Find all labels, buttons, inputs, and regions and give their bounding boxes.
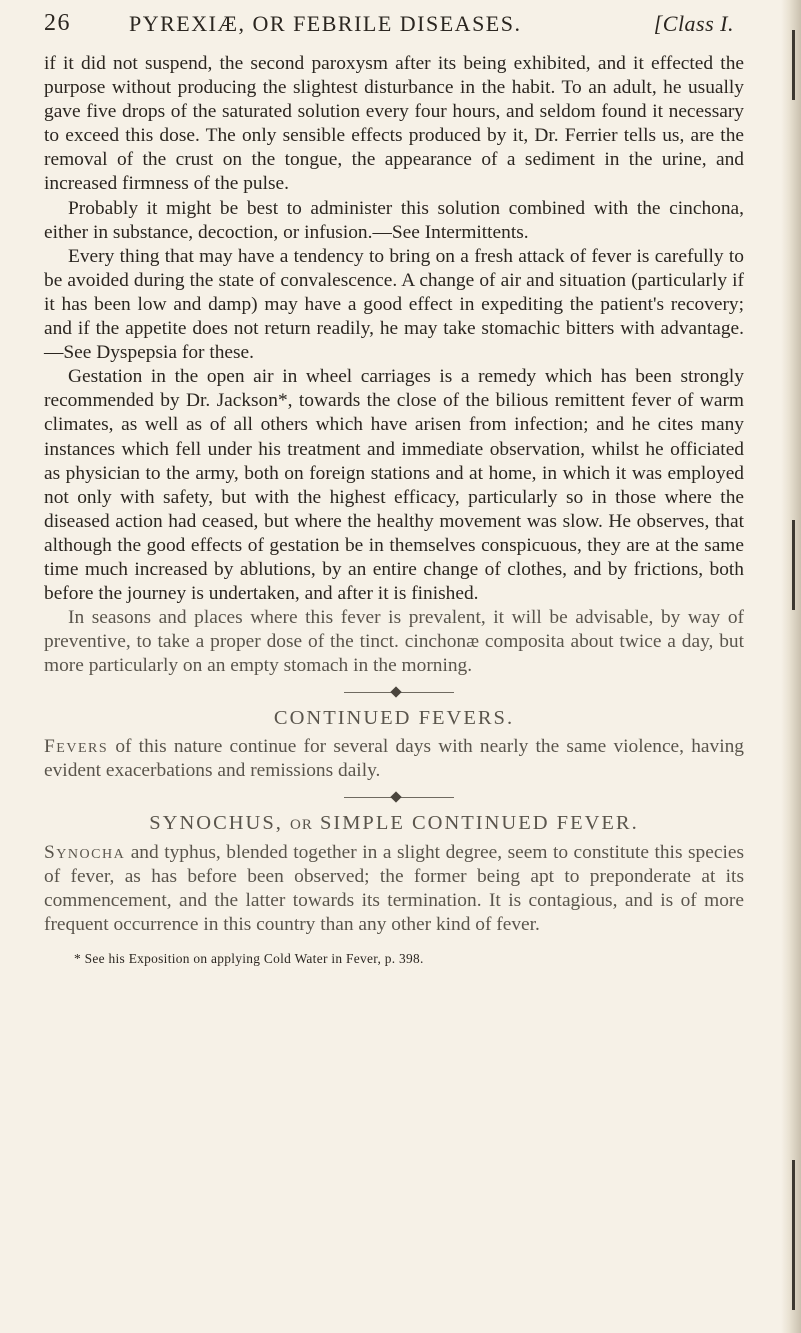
lead-word: Synocha	[44, 841, 126, 863]
paragraph: Gestation in the open air in wheel carriages is a remedy which has been strongly recommended by Dr. Jackson*, towards the close of the bilious remittent fever of warm climates, as well as of all others which have arisen from infection; and he cites many instances which fell under his treatment and immediate observation, whilst he officiated as physician to the army, both on foreign stations and at home, in which it was employed not only with safety, but with the highest efficacy, particularly so in those where the diseased action had ceased, but where the healthy movement was slow. He observes, that although the good effects of gestation be in themselves conspicuous, they are at the same time much increased by ablutions, by an entire change of clothes, and by frictions, both before the journey is undertaken, and after it is finished.	[44, 366, 744, 605]
page-edge-shadow	[781, 0, 801, 1333]
running-header	[44, 10, 734, 50]
section-paragraph	[44, 735, 744, 783]
page-number: 26	[44, 10, 71, 36]
paragraph: if it did not suspend, the second paroxysm after its being exhibited, and it effected the purpose without producing the slightest disturbance in the habit. To an adult, he usually gave five drops of the saturated solution every four hours, and seldom found it necessary to exceed this dose. The only sensible effects produced by it, Dr. Ferrier tells us, are the removal of the crust on the tongue, the appearance of a sediment in the urine, and increased firmness of the pulse.	[44, 53, 744, 195]
section-heading	[44, 811, 744, 837]
section-divider	[44, 686, 744, 700]
section-heading: CONTINUED FEVERS.	[273, 707, 515, 730]
heading-main: SYNOCHUS,	[149, 811, 283, 834]
class-label: [Class I.	[653, 11, 734, 36]
section-text: and typhus, blended together in a slight degree, seem to constitute this species of fever, as has before been observed; the former being apt to preponderate at its commencement, and the latter towards its termination. It is contagious, and is of more frequent occurrence in this country than any other kind of fever.	[44, 841, 744, 936]
heading-rest: SIMPLE CONTINUED FEVER.	[319, 811, 639, 834]
lead-word: Fevers	[44, 735, 109, 757]
running-title: PYREXIÆ, OR FEBRILE DISEASES.	[129, 11, 522, 36]
section-text: of this nature continue for several days with nearly the same violence, having evident exacerbations and remissions daily.	[44, 735, 744, 781]
section-paragraph	[44, 841, 744, 937]
section-divider	[44, 791, 744, 805]
paragraph: Probably it might be best to administer this solution combined with the cinchona, either in substance, decoction, or infusion.—See Intermittents.	[44, 197, 744, 243]
footnote: * See his Exposition on applying Cold Water in Fever, p. 398.	[74, 951, 424, 967]
heading-or: OR	[290, 816, 313, 833]
paragraph: Every thing that may have a tendency to bring on a fresh attack of fever is carefully to be avoided during the state of convalescence. A change of air and situation (particularly if it has been low and damp) may have a good effect in expediting the patient's recovery; and if the appetite does not return readily, he may take stomachic bitters with advantage.—See Dyspepsia for these.	[44, 245, 744, 364]
page-body	[44, 52, 744, 971]
paragraph: In seasons and places where this fever is prevalent, it will be advisable, by way of preventive, to take a proper dose of the tinct. cinchonæ composita about twice a day, but more particularly on an empty stomach in the morning.	[44, 607, 744, 677]
